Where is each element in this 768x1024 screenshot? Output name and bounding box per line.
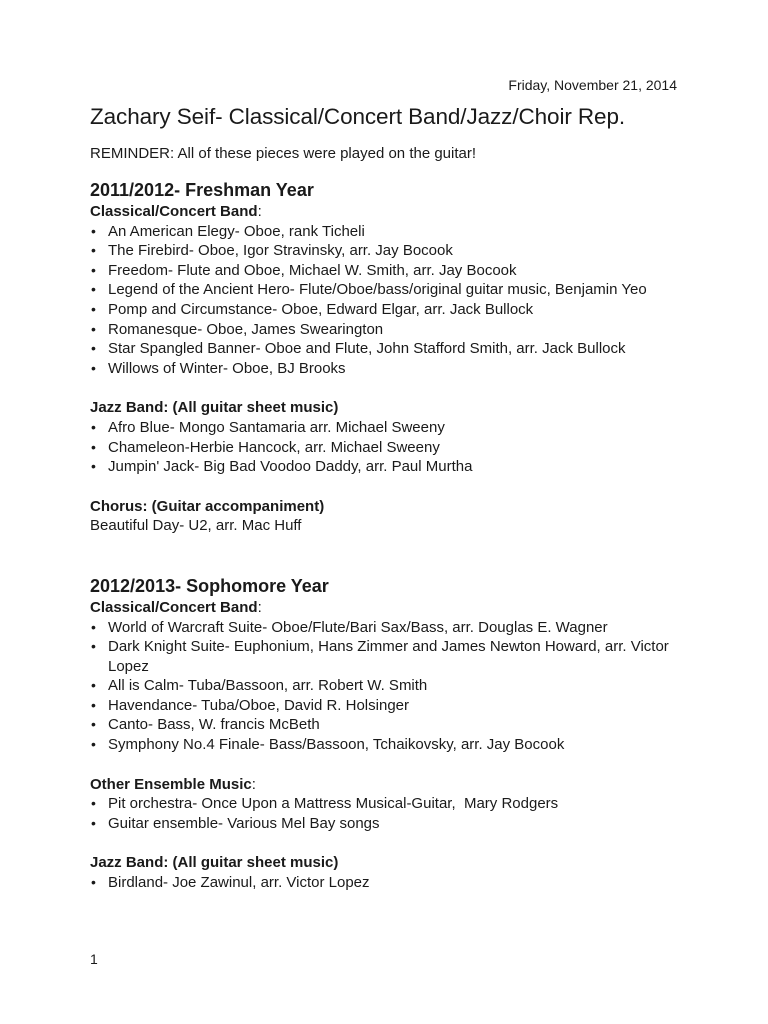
reminder-note: REMINDER: All of these pieces were played on the guitar! xyxy=(90,145,477,162)
list-item: • Jumpin' Jack- Big Bad Voodoo Daddy, arr. Paul Murtha xyxy=(91,458,473,476)
list-item: • Guitar ensemble- Various Mel Bay songs xyxy=(91,814,380,832)
piece-list-jazz xyxy=(90,873,690,893)
year-section-freshman xyxy=(90,178,690,536)
list-item: • Romanesque- Oboe, James Swearington xyxy=(91,320,384,338)
bullet-icon: • xyxy=(91,281,96,298)
bullet-icon: • xyxy=(91,438,96,455)
section-heading-jazz: Jazz Band: (All guitar sheet music) xyxy=(90,399,339,417)
list-item: • All is Calm- Tuba/Bassoon, arr. Robert W. Smith xyxy=(91,677,428,695)
year-section-sophomore xyxy=(90,574,690,893)
bullet-icon: • xyxy=(91,696,96,713)
list-item: • Dark Knight Suite- Euphonium, Hans Zimmer and James Newton Howard, arr. Victor Lopez xyxy=(91,638,669,675)
bullet-icon: • xyxy=(91,242,96,259)
piece-list-other xyxy=(90,794,690,833)
bullet-icon: • xyxy=(91,418,96,435)
bullet-icon: • xyxy=(91,320,96,337)
list-item: • Pit orchestra- Once Upon a Mattress Musical-Guitar, Mary Rodgers xyxy=(91,795,559,813)
list-item: • An American Elegy- Oboe, rank Ticheli xyxy=(91,222,365,240)
spacer xyxy=(90,755,690,775)
bullet-icon: • xyxy=(91,795,96,812)
piece-list-jazz xyxy=(90,418,690,477)
spacer xyxy=(90,477,690,497)
year-heading: 2012/2013- Sophomore Year xyxy=(90,575,329,596)
repertoire-content xyxy=(90,178,690,893)
page-number: 1 xyxy=(90,951,98,967)
section-heading-label: Classical/Concert Band xyxy=(90,203,258,220)
piece-list-classical xyxy=(90,222,690,379)
list-item: • Havendance- Tuba/Oboe, David R. Holsinger xyxy=(91,696,409,714)
bullet-icon: • xyxy=(91,736,96,753)
list-item: • Pomp and Circumstance- Oboe, Edward Elgar, arr. Jack Bullock xyxy=(91,300,534,318)
spacer xyxy=(90,536,690,574)
bullet-icon: • xyxy=(91,874,96,891)
year-heading: 2011/2012- Freshman Year xyxy=(90,180,314,200)
bullet-icon: • xyxy=(91,677,96,694)
section-heading-other: Other Ensemble Music: xyxy=(90,775,256,793)
section-heading-label: Other Ensemble Music xyxy=(90,775,252,793)
spacer xyxy=(90,378,690,398)
list-item: • Star Spangled Banner- Oboe and Flute, John Stafford Smith, arr. Jack Bullock xyxy=(91,340,626,358)
bullet-icon: • xyxy=(91,638,96,655)
document-title: Zachary Seif- Classical/Concert Band/Jazz/Choir Rep. xyxy=(90,104,626,129)
chorus-piece: Beautiful Day- U2, arr. Mac Huff xyxy=(90,517,302,535)
list-item: • Symphony No.4 Finale- Bass/Bassoon, Tchaikovsky, arr. Jay Bocook xyxy=(91,736,565,754)
list-item: • Willows of Winter- Oboe, BJ Brooks xyxy=(91,359,346,377)
section-heading-jazz: Jazz Band: (All guitar sheet music) xyxy=(90,854,339,872)
bullet-icon: • xyxy=(91,458,96,475)
bullet-icon: • xyxy=(91,359,96,376)
bullet-icon: • xyxy=(91,261,96,278)
bullet-icon: • xyxy=(91,814,96,831)
bullet-icon: • xyxy=(91,300,96,317)
section-heading-classical: Classical/Concert Band: xyxy=(90,203,262,220)
list-item: • Afro Blue- Mongo Santamaria arr. Michael Sweeny xyxy=(91,418,445,436)
bullet-icon: • xyxy=(91,340,96,357)
list-item: • Legend of the Ancient Hero- Flute/Oboe/bass/original guitar music, Benjamin Yeo xyxy=(91,281,647,299)
bullet-icon: • xyxy=(91,618,96,635)
document-date: Friday, November 21, 2014 xyxy=(508,77,677,93)
list-item: • World of Warcraft Suite- Oboe/Flute/Bari Sax/Bass, arr. Douglas E. Wagner xyxy=(91,618,608,636)
list-item: • Canto- Bass, W. francis McBeth xyxy=(91,716,320,734)
list-item: • The Firebird- Oboe, Igor Stravinsky, arr. Jay Bocook xyxy=(91,242,453,260)
bullet-icon: • xyxy=(91,716,96,733)
list-item: • Freedom- Flute and Oboe, Michael W. Smith, arr. Jay Bocook xyxy=(91,261,517,279)
section-heading-chorus: Chorus: (Guitar accompaniment) xyxy=(90,497,325,515)
section-heading-classical: Classical/Concert Band: xyxy=(90,598,262,616)
section-heading-label: Classical/Concert Band xyxy=(90,598,258,616)
spacer xyxy=(90,833,690,853)
piece-list-classical xyxy=(90,618,690,755)
list-item: • Chameleon-Herbie Hancock, arr. Michael Sweeny xyxy=(91,438,440,456)
bullet-icon: • xyxy=(91,222,96,239)
list-item: • Birdland- Joe Zawinul, arr. Victor Lopez xyxy=(91,874,370,892)
